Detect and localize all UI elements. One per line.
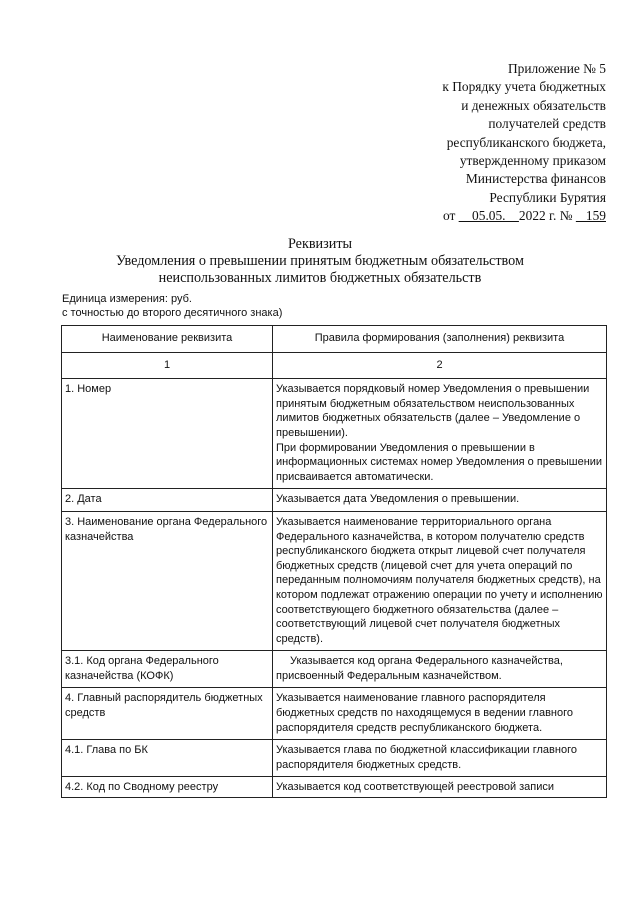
title-line-3: неиспользованных лимитов бюджетных обязательств	[158, 270, 482, 286]
order-date-line	[306, 207, 606, 225]
appendix-line: Республики Бурятия	[489, 189, 606, 205]
title-line-2: Уведомления о превышении принятым бюджетным обязательством	[116, 253, 524, 269]
table-row	[62, 489, 607, 512]
requisite-name: 1. Номер	[62, 379, 273, 489]
requisite-rule	[273, 489, 607, 512]
measurement-units	[62, 293, 282, 320]
appendix-line: к Порядку учета бюджетных	[442, 79, 606, 95]
appendix-line: утвержденному приказом	[459, 153, 606, 169]
table-row	[62, 740, 607, 777]
column-number: 2	[273, 352, 607, 379]
requisite-name: 3.1. Код органа Федерального казначейства (КОФК)	[62, 651, 273, 688]
appendix-line: получателей средств	[488, 116, 606, 132]
order-year: 2022 г. №	[518, 208, 576, 224]
rule-paragraph: Указывается код соответствующей реестровой записи	[276, 781, 555, 794]
appendix-reference	[306, 60, 606, 226]
rule-paragraph: Указывается наименование главного распорядителя бюджетных средств по находящемуся в ведении главного распорядителя средств республиканского бюджета.	[276, 692, 574, 734]
requisite-rule	[273, 688, 607, 740]
requisite-rule	[273, 777, 607, 798]
document-title	[40, 236, 600, 287]
requisites-table	[61, 325, 607, 798]
title-line-1: Реквизиты	[287, 236, 353, 252]
appendix-line: республиканского бюджета,	[446, 134, 606, 150]
table-row	[62, 651, 607, 688]
column-number: 1	[62, 352, 273, 379]
table-header-row	[62, 326, 607, 353]
column-header-name: Наименование реквизита	[62, 326, 273, 353]
rule-paragraph: Указывается порядковый номер Уведомления о превышении принятым бюджетным обязательством неиспользованных лимитов бюджетных обязательств (далее – Уведомление о превышении).	[276, 383, 590, 439]
requisite-rule	[273, 740, 607, 777]
table-row	[62, 777, 607, 798]
rule-paragraph: Указывается дата Уведомления о превышении.	[276, 493, 520, 506]
column-number-row	[62, 352, 607, 379]
table-row	[62, 511, 607, 650]
requisite-rule	[273, 511, 607, 650]
requisite-rule	[273, 651, 607, 688]
column-header-rule: Правила формирования (заполнения) реквизита	[273, 326, 607, 353]
rule-paragraph: Указывается код органа Федерального казначейства, присвоенный Федеральным казначейством.	[276, 655, 563, 682]
table-row	[62, 379, 607, 489]
appendix-line: и денежных обязательств	[461, 97, 606, 113]
order-number: 159	[575, 208, 606, 224]
rule-paragraph: Указывается глава по бюджетной классификации главного распорядителя бюджетных средств.	[276, 744, 577, 771]
requisite-name: 3. Наименование органа Федерального казначейства	[62, 511, 273, 650]
requisite-name: 4. Главный распорядитель бюджетных средств	[62, 688, 273, 740]
requisite-rule	[273, 379, 607, 489]
appendix-line: Приложение № 5	[507, 61, 606, 76]
requisite-name: 2. Дата	[62, 489, 273, 512]
rule-paragraph: При формировании Уведомления о превышении в информационных системах номер Уведомления о превышении присваивается автоматически.	[276, 441, 603, 483]
requisite-name: 4.1. Глава по БК	[62, 740, 273, 777]
table-row	[62, 688, 607, 740]
units-line-2: с точностью до второго десятичного знака)	[62, 306, 283, 319]
order-date: 05.05.	[458, 208, 519, 224]
appendix-line: Министерства финансов	[465, 171, 606, 187]
rule-paragraph: Указывается наименование территориального органа Федерального казначейства, в котором получателю средств республиканского бюджета открыт лицевой счет получателя бюджетных средств (лицевой счет для учета операций по переданным полномочиям получателя бюджетных средств), на котором подлежат отражению операции по учету и исполнению соответствующего бюджетного обязательства (далее – соответствующий лицевой счет получателя бюджетных средств).	[276, 515, 603, 645]
order-prefix: от	[442, 208, 459, 224]
units-line-1: Единица измерения: руб.	[62, 293, 192, 305]
requisite-name: 4.2. Код по Сводному реестру	[62, 777, 273, 798]
